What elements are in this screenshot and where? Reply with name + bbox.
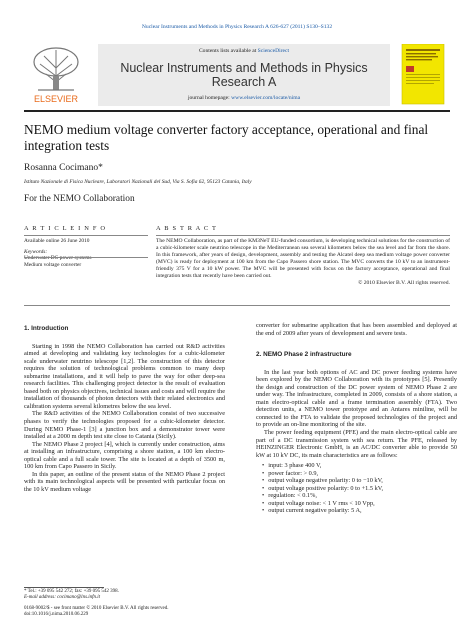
article-info-heading: A R T I C L E I N F O xyxy=(24,225,107,232)
collaboration: For the NEMO Collaboration xyxy=(24,194,135,204)
footer-issn: 0168-9002/$ - see front matter © 2010 Elsevier B.V. All rights reserved. xyxy=(24,606,169,611)
abstract-bottom-rule xyxy=(24,305,450,306)
contents-line xyxy=(98,48,390,54)
specifications-list xyxy=(262,462,457,515)
abstract-text: The NEMO Collaboration, as part of the KM3NeT EU-funded consortium, is developing technical solutions for the construction of a cubic-kilometer scale neutrino telescope in the Mediterranean sea several kilometers below the sea level and far from the shore. In this framework, after years of design, development, assembly and testing the Alcatel deep sea medium voltage power converter (MVC) is ready for deployment at 100 km from the Capo Passero shore station. The MVC converts the 10 kV to an instrument-friendly 375 V for a 10 kW power. The MVC will be presented with focus on the factory acceptance, operational and final integration tests that recently have been carried out. xyxy=(156,238,450,279)
homepage-prefix: journal homepage: xyxy=(187,95,230,101)
journal-title: Nuclear Instruments and Methods in Physics Research A xyxy=(120,61,368,89)
journal-cover-icon xyxy=(396,44,450,106)
journal-reference: Nuclear Instruments and Methods in Physics Research A 626-627 (2011) S130–S132 xyxy=(141,24,333,30)
journal-banner xyxy=(98,44,390,106)
footer-doi[interactable]: doi:10.1016/j.nima.2010.06.229 xyxy=(24,612,89,618)
right-column xyxy=(256,322,457,515)
journal-header xyxy=(24,44,450,108)
section-heading-infrastructure: 2. NEMO Phase 2 infrastructure xyxy=(256,351,352,359)
keyword-item: Underwater DC power systems xyxy=(24,255,92,262)
footnote-email[interactable]: E-mail address: cocimano@lns.infn.it xyxy=(24,595,101,601)
paragraph: The R&D activities of the NEMO Collaboration consist of two successive phases to verify the technologies proposed for a cubic-kilometer detector. During NEMO Phase-1 [3] a junction box and a demonstrator tower were installed at a 2000 m depth test site close to Catania (Sicily). xyxy=(24,410,225,441)
list-item: • power factor: > 0.9, xyxy=(262,470,457,478)
article-title: NEMO medium voltage converter factory acceptance, operational and final integration tests xyxy=(24,122,429,153)
paragraph: In this paper, an outline of the present status of the NEMO Phase 2 project with its main technological aspects will be presented with particular focus on the 10 kV medium voltage xyxy=(24,470,225,493)
abstract-heading: A B S T R A C T xyxy=(156,225,218,232)
journal-homepage xyxy=(98,95,390,101)
author-name: Rosanna Cocimano xyxy=(24,163,99,173)
footnote-rule xyxy=(24,587,104,588)
homepage-link[interactable]: www.elsevier.com/locate/nima xyxy=(231,95,301,101)
header-rule xyxy=(24,110,450,112)
section-heading-introduction: 1. Introduction xyxy=(24,325,69,332)
list-item: • output voltage noise: < 1 V rms < 10 Vpp, xyxy=(262,500,457,508)
footnote xyxy=(24,589,119,601)
paragraph: In the last year both options of AC and DC power feeding systems have been explored by the NEMO Collaboration with its prototypes [5]. Presently the design and construction of the DC power system of NEMO Phase 2 are under way. The infrastructure, completed in 2009, consists of a shore station, a main electro-optical cable and a frame termination assembly (FTA). Two detection units, a NEMO tower prototype and an Antares miniline, will be connected to the FTA to validate the proposed technologies of the project and to provide an on-line monitoring of the site. xyxy=(256,368,457,429)
author-mark[interactable]: * xyxy=(98,163,103,173)
author-line xyxy=(24,163,103,173)
keyword-item: Medium voltage converter xyxy=(24,261,82,268)
paragraph: Starting in 1998 the NEMO Collaboration has carried out R&D activities aimed at developing and validating key technologies for a cubic-kilometer scale underwater neutrino telescope [1,2]. The construction of this detector requires the solution of technological problems common to many deep submarine installations, and it will help to pave the way for other deep-sea research facilities. This challenging project detector is the result of evaluation based both on physics objectives, technical issues and costs and will require the installation of thousands of photon detectors with their related electronics and calibration systems several kilometres below the sea level. xyxy=(24,342,225,410)
article-info-divider xyxy=(24,257,148,258)
list-item: • regulation: < 0.1%, xyxy=(262,492,457,500)
abstract-copyright: © 2010 Elsevier B.V. All rights reserved. xyxy=(358,280,450,286)
keywords-label: Keywords: xyxy=(24,248,48,255)
elsevier-logo xyxy=(24,44,88,106)
paragraph: The power feeding equipment (PFE) and the main electro-optical cable are part of a DC transmission system with sea return. The PFE, released by HEINZINGER Electronic GmbH, is an AC/DC converter able to provide 50 kW at 10 kV DC, its main characteristics are as follows: xyxy=(256,429,457,459)
footnote-tel: * Tel.: +39 095 542 272; fax: +39 095 542 398. xyxy=(24,589,119,594)
left-column xyxy=(24,325,225,493)
sciencedirect-link[interactable]: ScienceDirect xyxy=(257,48,290,54)
list-item: • output current negative polarity: 5 A, xyxy=(262,507,457,515)
publisher-logo-text: ELSEVIER xyxy=(33,94,79,104)
page-footer xyxy=(24,606,169,618)
journal-cover xyxy=(396,44,450,106)
paragraph: The NEMO Phase 2 project [4], which is currently under construction, aims at installing an infrastructure, comprising a shore station, a 100 km electro-optical cable and a full scale tower. The site is located at a depth of 3500 m, 100 km from Capo Passero in Sicily. xyxy=(24,440,225,471)
article-info-body xyxy=(24,238,148,268)
abstract-body xyxy=(156,238,450,287)
available-online: Available online 26 June 2010 xyxy=(24,238,90,244)
list-item: • output voltage negative polarity: 0 to −10 kV, xyxy=(262,477,457,485)
article-info-rule xyxy=(24,235,148,236)
paragraph-continuation: converter for submarine application that has been assembled and deployed at the end of 2009 after years of development and severe tests. xyxy=(256,322,457,337)
abstract-rule xyxy=(156,235,450,236)
list-item: • input: 3 phase 400 V, xyxy=(262,462,457,470)
contents-prefix: Contents lists available at xyxy=(198,48,257,54)
affiliation: Istituto Nazionale di Fisica Nucleare, Laboratori Nazionali del Sud, Via S. Sofia 62, 95123 Catania, Italy xyxy=(24,179,252,185)
list-item: • output voltage positive polarity: 0 to +1.5 kV, xyxy=(262,485,457,493)
elsevier-tree-icon xyxy=(24,44,88,106)
